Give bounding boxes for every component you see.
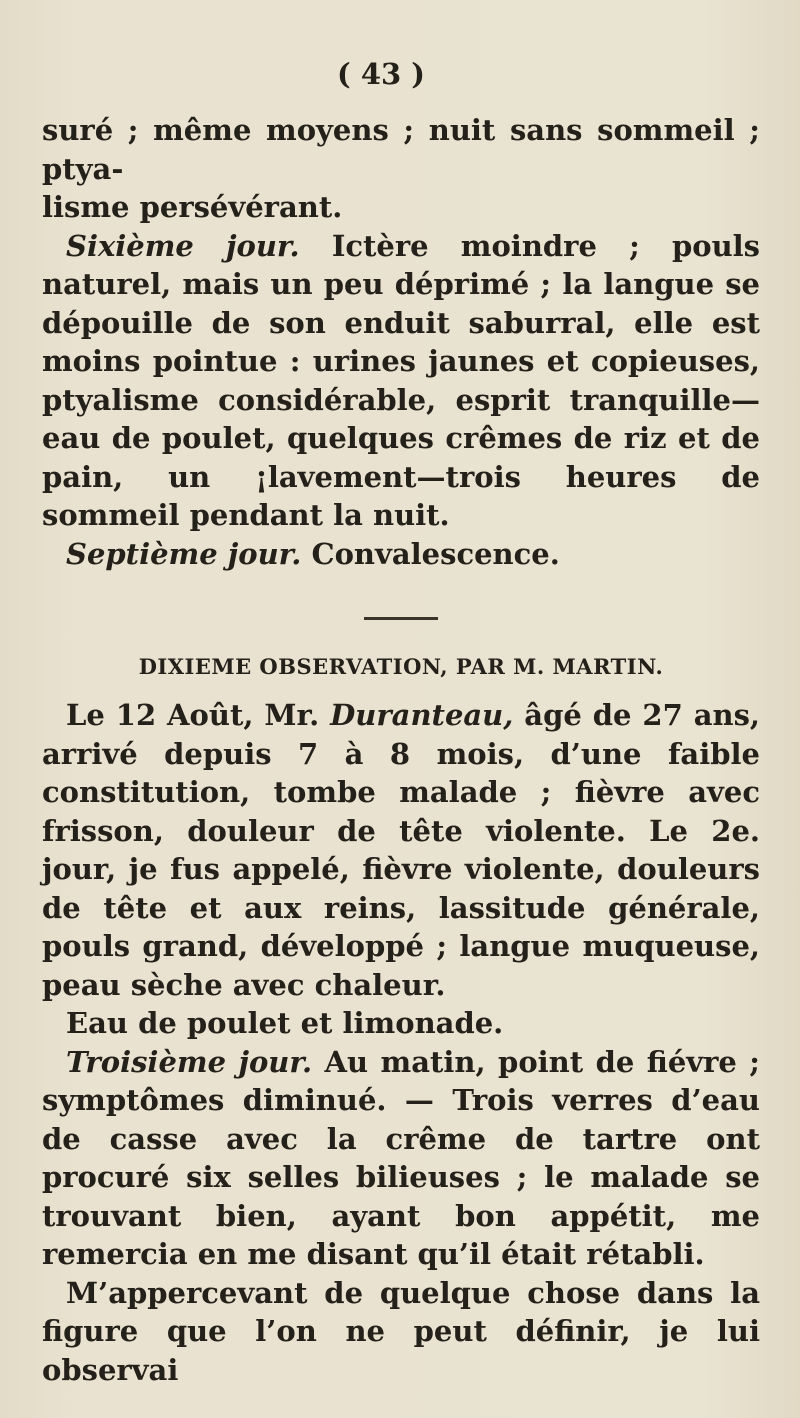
paragraph-text: Ictère moindre ; pouls naturel, mais un peu déprimé ; la langue se dépouille de son enduit saburral, elle est moins pointue : urines jaunes et copieuses, ptyalisme considérable, esprit tranquille—eau de poulet, quelques crêmes de riz et de pain, un ¡lavement—trois heures de sommeil pendant la nuit. xyxy=(42,228,760,532)
paragraph-text: âgé de 27 ans, arrivé depuis 7 à 8 mois, d’une faible constitution, tombe malade ; fièvre avec frisson, douleur de tête violente. Le 2e. jour, je fus appelé, fièvre violente, douleurs de tête et aux reins, lassitude générale, pouls grand, développé ; langue muqueuse, peau sèche avec chaleur. xyxy=(42,698,760,1002)
paragraph-treatment xyxy=(42,1004,760,1043)
text-line: suré ; même moyens ; nuit sans sommeil ; ptya- xyxy=(42,113,760,186)
paragraph-text: Au matin, point de fiévre ; symptômes diminué. — Trois verres d’eau de casse avec la crême de tartre ont procuré six selles bilieuses ; le malade se trouvant bien, ayant bon appétit, me remercia en me disant qu’il était rétabli. xyxy=(42,1044,760,1271)
day-heading: Troisième jour. xyxy=(66,1044,313,1079)
paragraph-case-intro xyxy=(42,696,760,1004)
paragraph-text: Convalescence. xyxy=(301,536,560,571)
section-heading: DIXIEME OBSERVATION, PAR M. MARTIN. xyxy=(138,654,664,679)
patient-name: Duranteau, xyxy=(330,698,514,732)
paragraph-seventh-day xyxy=(42,535,760,574)
day-heading: Septième jour. xyxy=(66,536,302,571)
paragraph-text: M’appercevant de quelque chose dans la figure que l’on ne peut définir, je lui observai xyxy=(42,1275,760,1387)
page-number: ( 43 ) xyxy=(337,57,425,91)
paragraph-observation xyxy=(42,1274,760,1390)
paragraph-continuation xyxy=(42,111,760,227)
paragraph-text: Le 12 Août, Mr. xyxy=(66,698,331,732)
day-heading: Sixième jour. xyxy=(66,228,300,263)
section-divider xyxy=(364,617,438,620)
paragraph-sixth-day xyxy=(42,227,760,535)
paragraph-text: Eau de poulet et limonade. xyxy=(66,1006,504,1040)
text-line: lisme persévérant. xyxy=(42,190,343,224)
paragraph-third-day xyxy=(42,1043,760,1274)
